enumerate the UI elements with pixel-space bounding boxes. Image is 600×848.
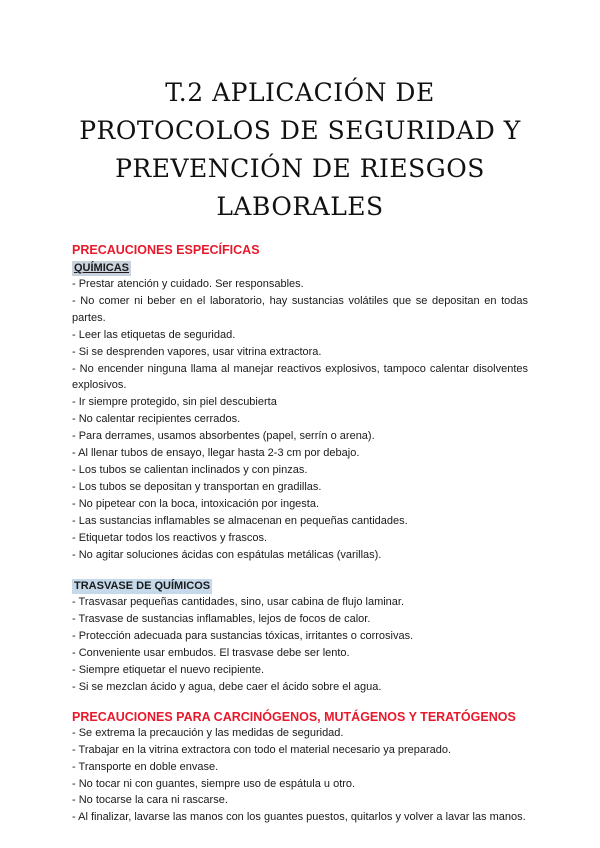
list-item: - No tocar ni con guantes, siempre uso de espátula u otro. [72, 777, 356, 790]
list-item: - Leer las etiquetas de seguridad. [72, 328, 236, 341]
transfer-list [72, 594, 528, 695]
list-item: - Conveniente usar embudos. El trasvase debe ser lento. [72, 647, 350, 660]
list-item: - No pipetear con la boca, intoxicación por ingesta. [72, 497, 320, 510]
section-carcinogens [72, 709, 528, 826]
list-item: - Ir siempre protegido, sin piel descubierta [72, 396, 277, 409]
carcinogens-list [72, 725, 528, 826]
list-item: - Si se desprenden vapores, usar vitrina extractora. [72, 345, 322, 358]
section-heading-carcinogens: PRECAUCIONES PARA CARCINÓGENOS, MUTÁGENOS Y TERATÓGENOS [72, 709, 516, 724]
list-item: - Prestar atención y cuidado. Ser responsables. [72, 278, 304, 290]
list-item: - No comer ni beber en el laboratorio, hay sustancias volátiles que se depositan en todas partes. [72, 294, 528, 324]
list-item: - Si se mezclan ácido y agua, debe caer el ácido sobre el agua. [72, 680, 382, 693]
list-item: - Al finalizar, lavarse las manos con los guantes puestos, quitarlos y volver a lavar las manos. [72, 811, 526, 824]
title-line-2: PREVENCIÓN DE RIESGOS LABORALES [115, 154, 485, 221]
list-item: - Al llenar tubos de ensayo, llegar hasta 2-3 cm por debajo. [72, 447, 360, 460]
list-item: - Los tubos se depositan y transportan en gradillas. [72, 480, 322, 493]
subheading-chemicals: QUÍMICAS [74, 262, 129, 274]
subheading-transfer: TRASVASE DE QUÍMICOS [74, 580, 211, 593]
section-transfer [72, 576, 528, 695]
list-item: - Los tubos se calientan inclinados y con pinzas. [72, 463, 308, 476]
section-specific-precautions [72, 242, 528, 563]
list-item: - Trabajar en la vitrina extractora con todo el material necesario ya preparado. [72, 743, 452, 756]
list-item: - No agitar soluciones ácidas con espátulas metálicas (varillas). [72, 548, 382, 561]
page-title [72, 0, 528, 226]
list-item: - Se extrema la precaución y las medidas de seguridad. [72, 726, 344, 739]
list-item: - No tocarse la cara ni rascarse. [72, 794, 228, 807]
list-item: - Las sustancias inflamables se almacenan en pequeñas cantidades. [72, 514, 408, 527]
list-item: - No encender ninguna llama al manejar reactivos explosivos, tampoco calentar disolventes explosivos. [72, 362, 528, 392]
list-item: - Transporte en doble envase. [72, 760, 219, 773]
section-heading-specific: PRECAUCIONES ESPECÍFICAS [72, 243, 260, 257]
list-item: - Trasvasar pequeñas cantidades, sino, usar cabina de flujo laminar. [72, 596, 405, 609]
title-line-1: T.2 APLICACIÓN DE PROTOCOLOS DE SEGURIDAD Y [79, 78, 521, 145]
chemicals-list [72, 276, 528, 563]
list-item: - No calentar recipientes cerrados. [72, 413, 241, 426]
list-item: - Trasvase de sustancias inflamables, lejos de focos de calor. [72, 613, 371, 626]
list-item: - Etiquetar todos los reactivos y frascos. [72, 531, 268, 544]
list-item: - Siempre etiquetar el nuevo recipiente. [72, 664, 264, 677]
list-item: - Protección adecuada para sustancias tóxicas, irritantes o corrosivas. [72, 630, 414, 643]
list-item: - Para derrames, usamos absorbentes (papel, serrín o arena). [72, 430, 375, 443]
